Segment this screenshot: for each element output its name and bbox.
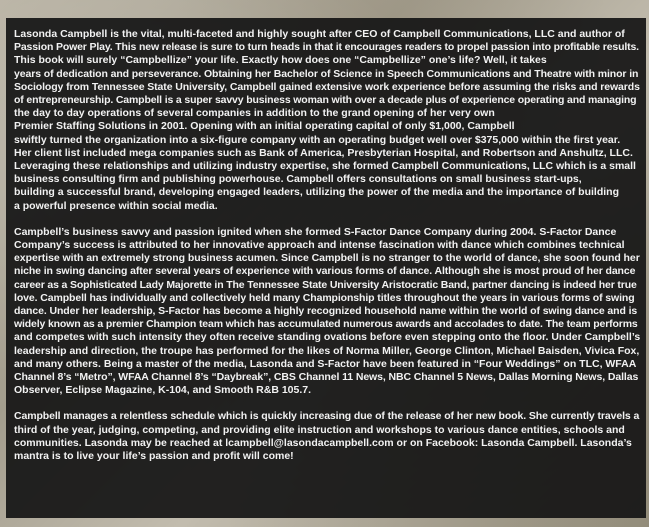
text-line: swiftly turned the organization into a six-figure company with an operating budget well over $375,000 within the first year. — [14, 133, 621, 146]
biography-panel — [6, 18, 646, 518]
text-line: Campbell manages a relentless schedule which is quickly increasing due of the release of her new book. She currently travels a — [14, 410, 640, 423]
text-line: Company’s success is attributed to her innovative approach and intense fascination with dance which combines technical — [14, 239, 625, 252]
text-line: expertise with an extremely strong business acumen. Since Campbell is no stranger to the world of dance, she soon found her — [14, 252, 640, 265]
text-line: This book will surely “Campbellize” your life. Exactly how does one “Campbellize” one’s life? Well, it takes — [14, 54, 547, 67]
text-line: niche in swing dancing after several years of experience with various forms of dance. Although she is most proud of her dance — [14, 265, 636, 278]
text-line: love. Campbell has individually and collectively held many Championship titles throughout the years in various forms of swing — [14, 291, 635, 304]
text-line: Sociology from Tennessee State University, Campbell gained extensive work experience before assuming the risks and rewards — [14, 80, 640, 93]
text-line: widely known as a premier Champion team which has accumulated numerous awards and accolades to date. The team performs — [14, 318, 638, 331]
text-line: career as a Sophisticated Lady Majorette in The Tennessee State University Aristocratic Band, partner dancing is indeed her true — [14, 278, 637, 291]
text-line: mantra is to live your life’s passion and profit will come! — [14, 450, 294, 463]
text-line: leadership and direction, the troupe has performed for the likes of Norma Miller, George Clinton, Michael Baisden, Vivica Fox, — [14, 344, 640, 357]
text-line: building a successful brand, developing engaged leaders, utilizing the power of the media and the importance of building — [14, 186, 619, 199]
text-line: years of dedication and perseverance. Obtaining her Bachelor of Science in Speech Communications and Theatre with minor in — [14, 67, 639, 80]
text-line: Observer, Eclipse Magazine, K-104, and Smooth R&B 105.7. — [14, 384, 312, 397]
bio-paragraph-dance — [14, 226, 640, 398]
text-line: third of the year, judging, competing, and providing elite instruction and workshops to various dance entities, schools and — [14, 423, 625, 436]
text-line: a powerful presence within social media. — [14, 199, 218, 212]
text-line: Campbell’s business savvy and passion ignited when she formed S-Factor Dance Company during 2004. S-Factor Dance — [14, 225, 617, 238]
text-line: Leveraging these relationships and utilizing industry expertise, she formed Campbell Communications, LLC which is a small — [14, 160, 636, 173]
text-line: Lasonda Campbell is the vital, multi-faceted and highly sought after CEO of Campbell Communications, LLC and author of — [14, 28, 625, 40]
text-line: Premier Staffing Solutions in 2001. Opening with an initial operating capital of only $1,000, Campbell — [14, 120, 515, 133]
text-line: and many others. Being a master of the media, Lasonda and S-Factor have been featured in “Four Weddings” on TLC, WFAA — [14, 357, 637, 370]
text-line: Her client list included mega companies such as Bank of America, Presbyterian Hospital, and Robertson and Anshultz, LLC. — [14, 146, 633, 159]
text-line: Passion Power Play. This new release is sure to turn heads in that it encourages readers to propel passion into profitable results. — [14, 41, 639, 54]
text-line: and competes with such intensity they often receive standing ovations before even stepping onto the floor. Under Campbell’s — [14, 331, 641, 344]
text-line: business consulting firm and publishing powerhouse. Campbell offers consultations on small business start-ups, — [14, 173, 582, 186]
text-line: of entrepreneurship. Campbell is a super savvy business woman with over a decade plus of experience operating and managing — [14, 94, 637, 107]
bio-paragraph-career — [14, 28, 640, 213]
text-line: the day to day operations of several companies in addition to the grand opening of her very own — [14, 107, 495, 120]
text-line: Channel 8’s “Metro”, WFAA Channel 8’s “Daybreak”, CBS Channel 11 News, NBC Channel 5 News, Dallas Morning News, Dallas — [14, 371, 639, 384]
text-line: communities. Lasonda may be reached at lcampbell@lasondacampbell.com or on Facebook: Lasonda Campbell. Lasonda’s — [14, 436, 632, 449]
text-line: dance. Under her leadership, S-Factor has become a highly recognized household name within the world of swing dance and is — [14, 305, 638, 318]
bio-paragraph-contact — [14, 410, 640, 463]
